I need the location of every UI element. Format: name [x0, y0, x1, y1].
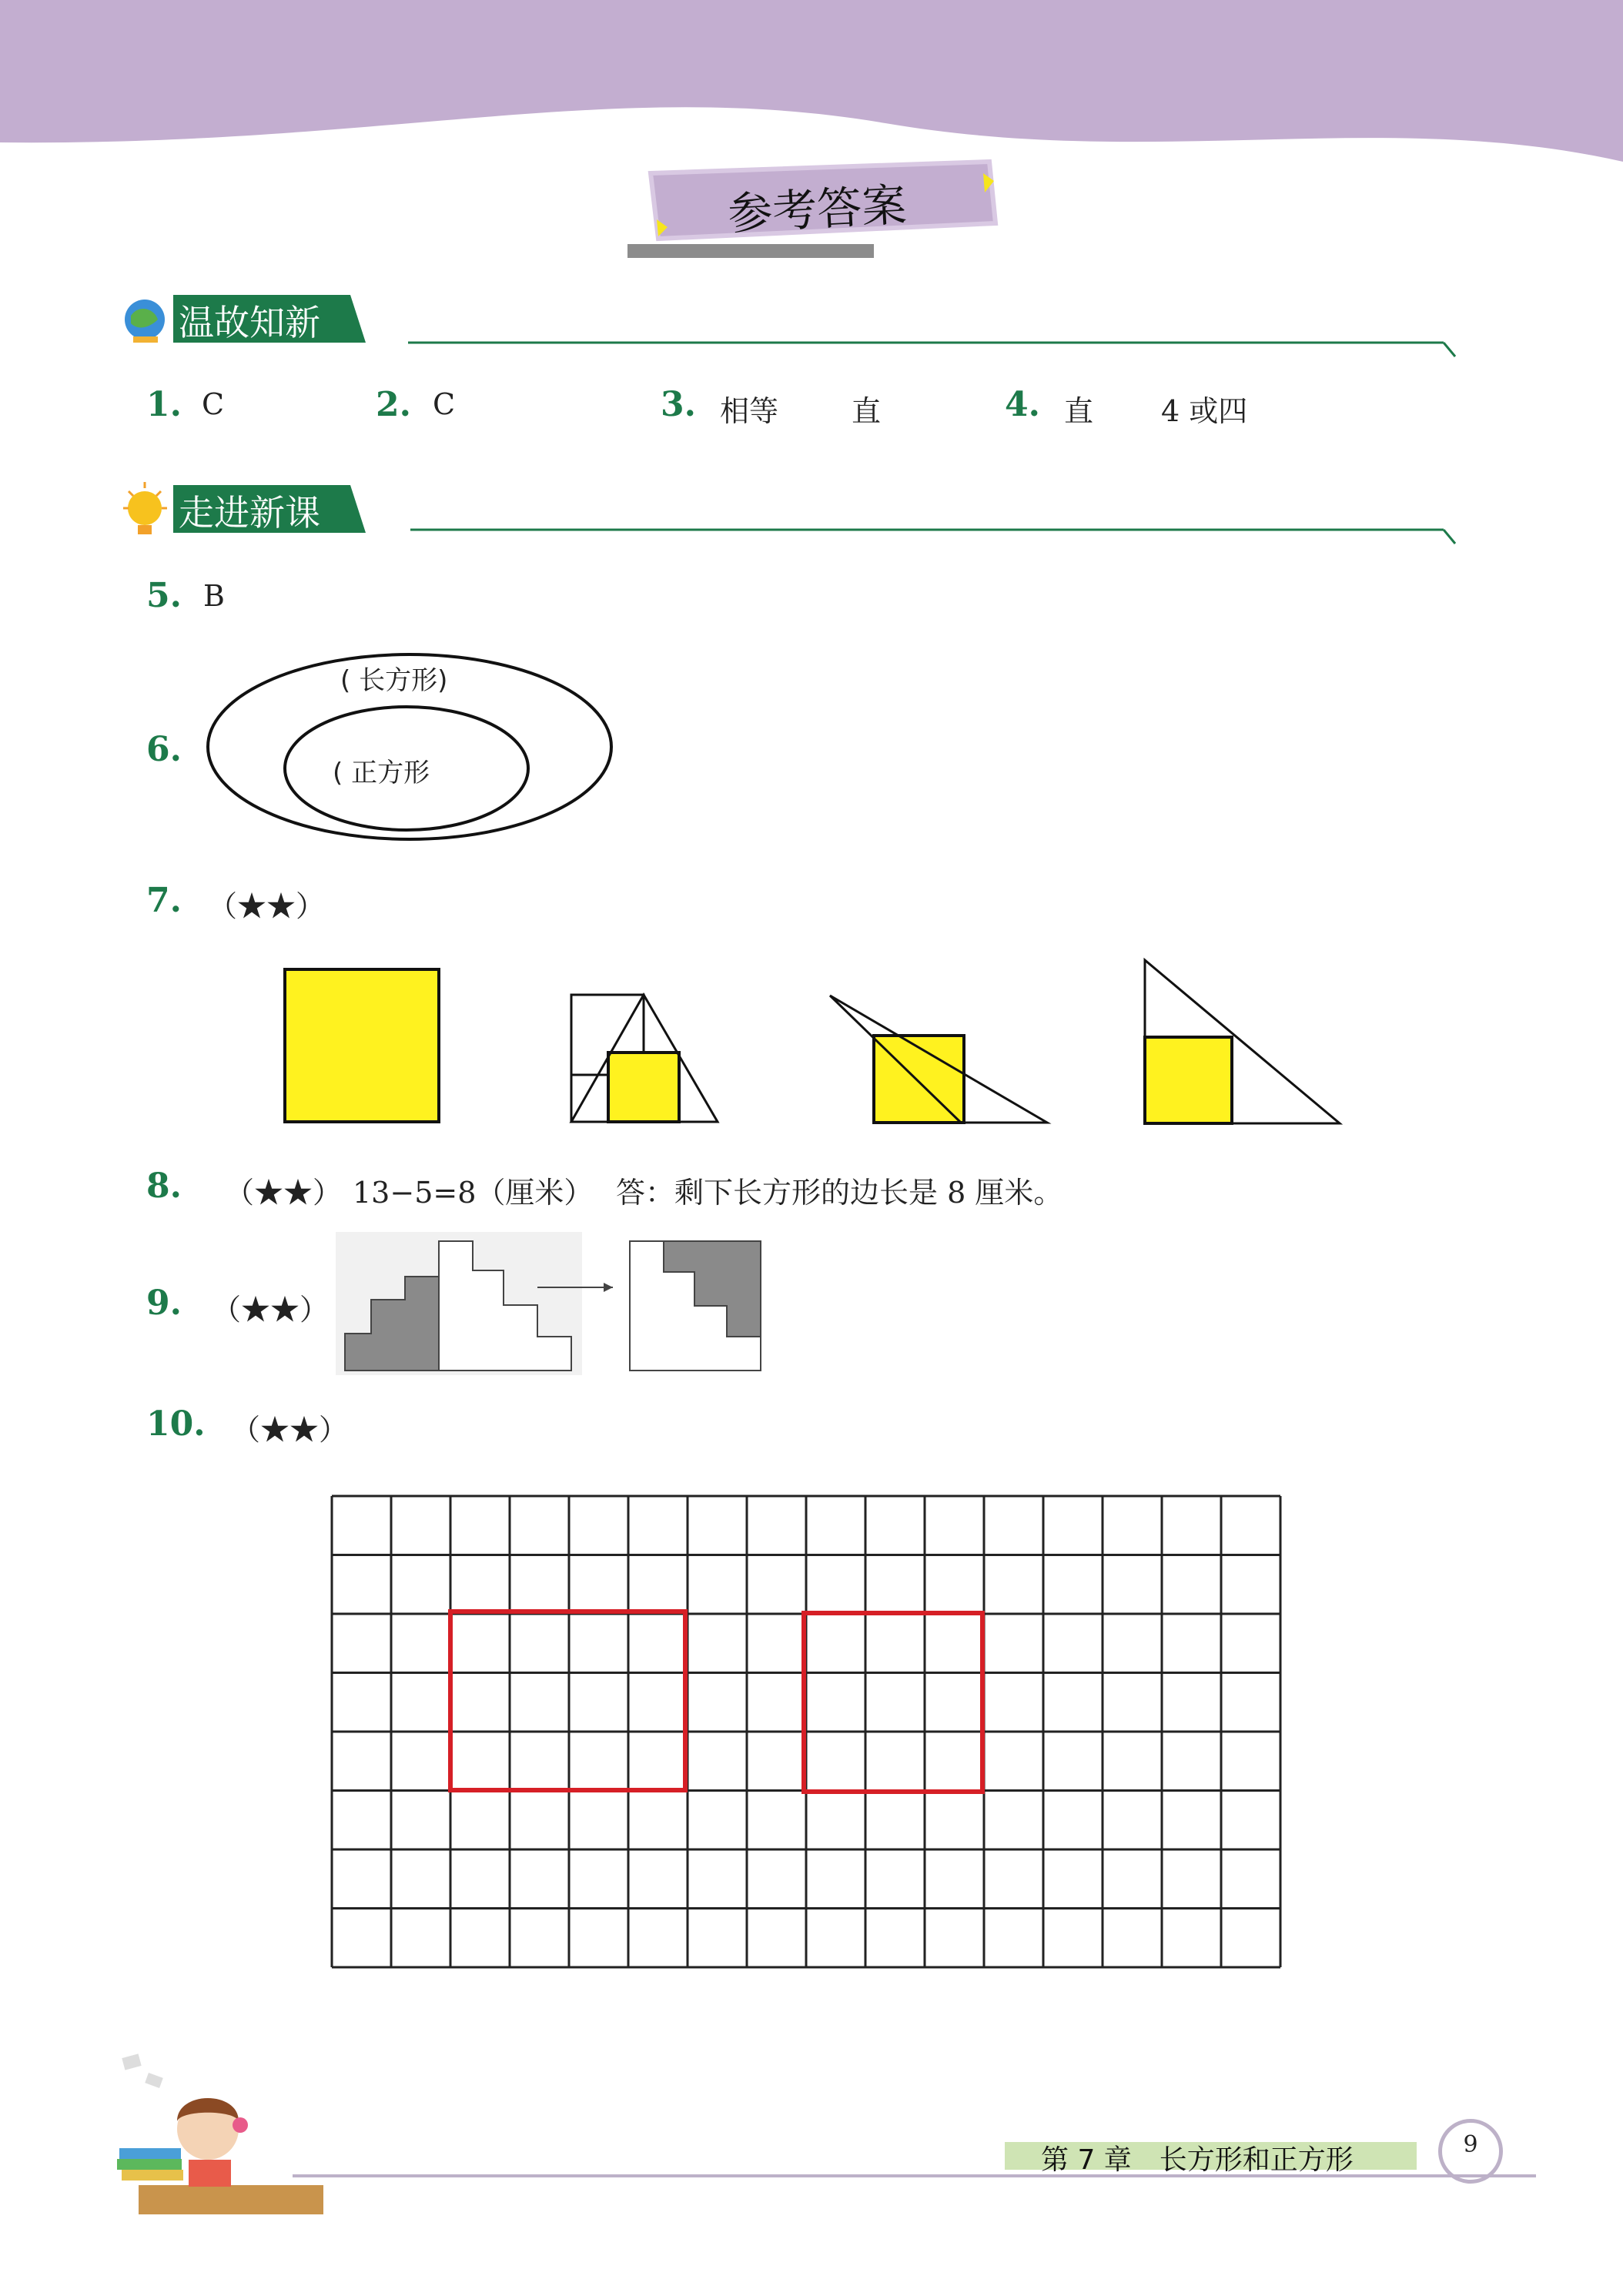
girl-reading-illustration [108, 2048, 339, 2217]
q4-answer-2: 4 或四 [1161, 394, 1248, 428]
q2-answer: C [433, 387, 456, 421]
q3-answer-2: 直 [852, 394, 882, 428]
q1-answer: C [202, 387, 225, 421]
page-title: 参考答案 [726, 178, 908, 241]
q7-number: 7. [146, 881, 182, 920]
q10-grid [329, 1494, 1283, 1970]
figure-1-square [285, 969, 439, 1122]
q6-inner-label: ( 正方形 [333, 758, 430, 788]
section-title-review: 温故知新 [179, 302, 320, 343]
q1-number: 1. [146, 385, 182, 424]
q4-answer-1: 直 [1064, 394, 1094, 428]
figure-2 [571, 995, 718, 1122]
q4-number: 4. [1005, 385, 1040, 424]
q8-number: 8. [146, 1166, 182, 1206]
q5-number: 5. [146, 576, 182, 615]
section-title-new: 走进新课 [179, 492, 320, 534]
chapter-title: 第 7 章 长方形和正方形 [1041, 2144, 1354, 2176]
q3-answer-1: 相等 [720, 394, 779, 428]
q9-stars: （★★） [212, 1293, 330, 1327]
section-header-new [119, 479, 1459, 556]
q8-equation: 13−5=8（厘米） [353, 1176, 594, 1210]
page-number: 9 [1463, 2131, 1478, 2158]
q10-number: 10. [146, 1404, 206, 1444]
section-header-review [119, 289, 1459, 366]
q9-number: 9. [146, 1284, 182, 1323]
q5-answer: B [203, 579, 225, 613]
q3-number: 3. [661, 385, 696, 424]
red-square [804, 1613, 982, 1792]
q7-figures [277, 951, 1355, 1136]
q2-number: 2. [376, 385, 411, 424]
q9-figure [336, 1232, 767, 1375]
q10-stars: （★★） [231, 1413, 349, 1447]
figure-4 [1145, 960, 1340, 1123]
q6-number: 6. [146, 730, 182, 769]
figure-3 [830, 996, 1047, 1123]
q8-stars: （★★） [225, 1176, 343, 1210]
q7-stars: （★★） [208, 889, 326, 923]
q8-answer: 答：剩下长方形的边长是 8 厘米。 [616, 1176, 1063, 1210]
q6-outer-label: ( 长方形) [340, 665, 448, 696]
